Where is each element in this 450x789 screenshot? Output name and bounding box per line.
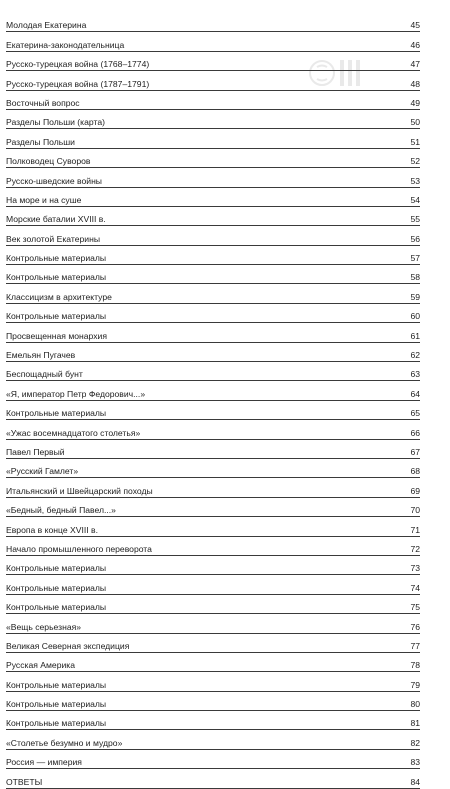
toc-entry-title: Век золотой Екатерины (6, 233, 100, 244)
toc-entry-page-number: 65 (410, 408, 420, 419)
toc-entry (6, 478, 420, 497)
toc-entry-title: Молодая Екатерина (6, 20, 87, 31)
toc-entry (6, 246, 420, 265)
toc-entry (6, 769, 420, 788)
toc-entry-title: Контрольные материалы (6, 253, 107, 264)
toc-entry-title: Контрольные материалы (6, 311, 107, 322)
toc-entry (6, 634, 420, 653)
toc-entry-title: Морские баталии XVIII в. (6, 214, 106, 225)
toc-entry-title: Полководец Суворов (6, 156, 91, 167)
toc-entry-page-number: 81 (410, 718, 420, 729)
toc-entry (6, 730, 420, 749)
toc-entry (6, 672, 420, 691)
toc-entry-page-number: 54 (410, 194, 420, 205)
toc-entry-page-number: 71 (410, 524, 420, 535)
toc-entry-page-number: 78 (410, 660, 420, 671)
table-of-contents (6, 13, 420, 789)
toc-entry-page-number: 70 (410, 505, 420, 516)
toc-entry-title: Итальянский и Швейцарский походы (6, 485, 153, 496)
toc-entry-title: Контрольные материалы (6, 718, 107, 729)
toc-entry-title: «Вещь серьезная» (6, 621, 82, 632)
toc-entry (6, 323, 420, 342)
toc-entry (6, 420, 420, 439)
toc-entry (6, 556, 420, 575)
toc-entry (6, 537, 420, 556)
toc-entry-page-number: 82 (410, 737, 420, 748)
toc-entry (6, 381, 420, 400)
toc-entry-title: На море и на суше (6, 194, 82, 205)
toc-entry (6, 207, 420, 226)
toc-entry-page-number: 59 (410, 291, 420, 302)
toc-entry (6, 110, 420, 129)
toc-entry-page-number: 57 (410, 253, 420, 264)
toc-entry-title: «Я, император Петр Федорович...» (6, 388, 146, 399)
toc-entry-page-number: 72 (410, 543, 420, 554)
toc-entry-title: Начало промышленного переворота (6, 543, 152, 554)
toc-entry (6, 91, 420, 110)
toc-entry (6, 614, 420, 633)
toc-entry (6, 575, 420, 594)
toc-entry-page-number: 76 (410, 621, 420, 632)
toc-entry (6, 595, 420, 614)
toc-entry-title: Просвещенная монархия (6, 330, 107, 341)
toc-entry-title: «Столетье безумно и мудро» (6, 737, 123, 748)
toc-entry (6, 711, 420, 730)
toc-entry (6, 71, 420, 90)
toc-entry (6, 362, 420, 381)
toc-entry (6, 265, 420, 284)
toc-entry-page-number: 67 (410, 446, 420, 457)
toc-entry (6, 226, 420, 245)
toc-entry-title: Контрольные материалы (6, 272, 107, 283)
toc-entry (6, 692, 420, 711)
toc-entry-page-number: 45 (410, 20, 420, 31)
toc-entry (6, 459, 420, 478)
toc-entry-title: Русско-турецкая война (1787–1791) (6, 78, 150, 89)
toc-entry-title: Великая Северная экспедиция (6, 640, 130, 651)
toc-entry-page-number: 83 (410, 757, 420, 768)
toc-entry (6, 32, 420, 51)
toc-entry (6, 401, 420, 420)
toc-entry-title: Разделы Польши (карта) (6, 117, 105, 128)
toc-entry-title: Европа в конце XVIII в. (6, 524, 98, 535)
toc-entry-title: Контрольные материалы (6, 602, 107, 613)
toc-entry-title: Контрольные материалы (6, 679, 107, 690)
toc-entry-page-number: 68 (410, 466, 420, 477)
toc-entry-title: Разделы Польши (6, 136, 75, 147)
toc-entry-title: Русская Америка (6, 660, 76, 671)
toc-entry-page-number: 49 (410, 97, 420, 108)
toc-entry-title: Русско-турецкая война (1768–1774) (6, 59, 150, 70)
toc-entry-page-number: 56 (410, 233, 420, 244)
toc-entry-title: «Бедный, бедный Павел...» (6, 505, 116, 516)
toc-entry-page-number: 74 (410, 582, 420, 593)
toc-entry-page-number: 50 (410, 117, 420, 128)
toc-entry-page-number: 61 (410, 330, 420, 341)
toc-entry-title: ОТВЕТЫ (6, 776, 43, 787)
toc-entry-page-number: 52 (410, 156, 420, 167)
toc-entry-title: Екатерина-законодательница (6, 39, 125, 50)
toc-entry-page-number: 46 (410, 39, 420, 50)
toc-entry-page-number: 84 (410, 776, 420, 787)
toc-entry (6, 188, 420, 207)
toc-entry-page-number: 66 (410, 427, 420, 438)
toc-entry (6, 13, 420, 32)
toc-entry-title: Емельян Пугачев (6, 350, 76, 361)
toc-entry-title: Беспощадный бунт (6, 369, 83, 380)
toc-entry (6, 52, 420, 71)
toc-entry-page-number: 75 (410, 602, 420, 613)
toc-entry-title: Павел Первый (6, 446, 65, 457)
toc-entry (6, 129, 420, 148)
toc-entry-page-number: 48 (410, 78, 420, 89)
toc-entry-title: Восточный вопрос (6, 97, 80, 108)
toc-entry-page-number: 73 (410, 563, 420, 574)
toc-entry (6, 440, 420, 459)
toc-entry (6, 168, 420, 187)
toc-entry (6, 149, 420, 168)
toc-entry-page-number: 69 (410, 485, 420, 496)
toc-entry-title: Контрольные материалы (6, 699, 107, 710)
toc-entry (6, 304, 420, 323)
toc-entry (6, 343, 420, 362)
toc-entry-page-number: 64 (410, 388, 420, 399)
toc-entry-page-number: 79 (410, 679, 420, 690)
toc-entry-page-number: 63 (410, 369, 420, 380)
toc-entry-page-number: 80 (410, 699, 420, 710)
toc-entry-page-number: 62 (410, 350, 420, 361)
toc-entry-title: Россия — империя (6, 757, 82, 768)
toc-entry (6, 284, 420, 303)
toc-entry-page-number: 47 (410, 59, 420, 70)
toc-entry-page-number: 55 (410, 214, 420, 225)
toc-entry (6, 517, 420, 536)
toc-entry-title: Контрольные материалы (6, 563, 107, 574)
toc-entry (6, 653, 420, 672)
toc-entry-page-number: 60 (410, 311, 420, 322)
toc-entry-page-number: 77 (410, 640, 420, 651)
toc-entry-title: Контрольные материалы (6, 408, 107, 419)
toc-entry-title: Контрольные материалы (6, 582, 107, 593)
toc-entry-page-number: 51 (410, 136, 420, 147)
toc-entry (6, 498, 420, 517)
toc-entry-title: «Русский Гамлет» (6, 466, 79, 477)
toc-entry-title: «Ужас восемнадцатого столетья» (6, 427, 141, 438)
toc-entry-page-number: 53 (410, 175, 420, 186)
toc-entry (6, 750, 420, 769)
toc-entry-title: Русско-шведские войны (6, 175, 102, 186)
toc-entry-title: Классицизм в архитектуре (6, 291, 112, 302)
toc-entry-page-number: 58 (410, 272, 420, 283)
